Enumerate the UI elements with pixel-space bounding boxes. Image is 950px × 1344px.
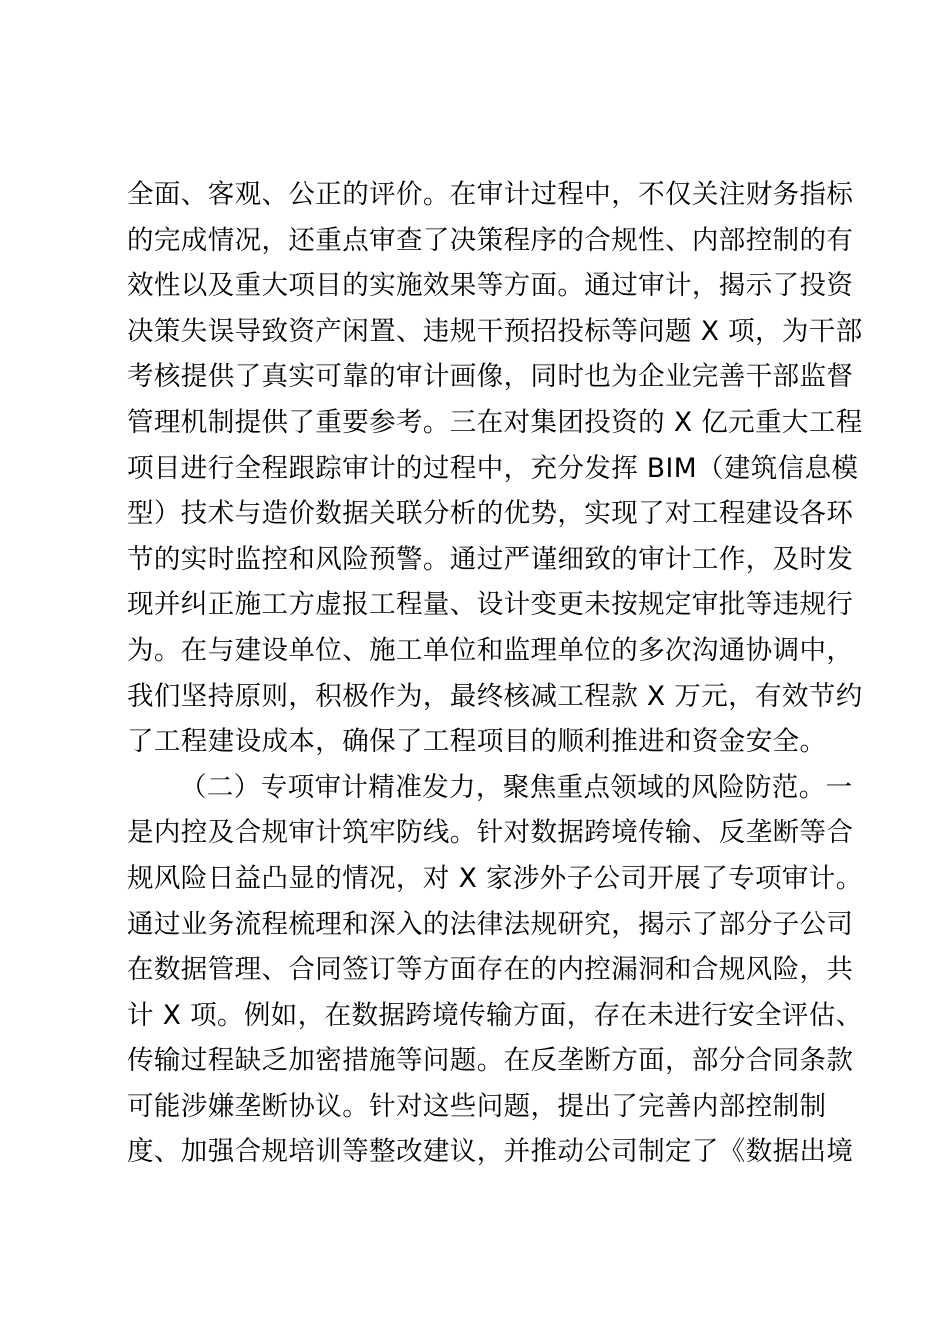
text-line: 现并纠正施工方虚报工程量、设计变更未按规定审批等违规行 (127, 589, 854, 621)
text-line: （二）专项审计精准发力，聚焦重点领域的风险防范。一 (180, 771, 853, 803)
text-line: 度、加强合规培训等整改建议，并推动公司制定了《数据出境 (127, 1136, 854, 1168)
document-body (127, 172, 863, 1175)
text-line: 考核提供了真实可靠的审计画像，同时也为企业完善干部监督 (127, 361, 854, 393)
text-line: 我们坚持原则，积极作为，最终核减工程款 X 万元，有效节约 (127, 680, 863, 712)
text-line: 是内控及合规审计筑牢防线。针对数据跨境传输、反垄断等合 (127, 817, 854, 849)
text-line: 全面、客观、公正的评价。在审计过程中，不仅关注财务指标 (127, 179, 854, 210)
text-line: 节的实时监控和风险预警。通过严谨细致的审计工作，及时发 (127, 543, 854, 575)
text-line: 计 X 项。例如，在数据跨境传输方面，存在未进行安全评估、 (127, 999, 863, 1031)
text-line: 效性以及重大项目的实施效果等方面。通过审计，揭示了投资 (127, 270, 854, 302)
paragraph-2 (127, 765, 863, 1175)
paragraph-1 (127, 172, 863, 765)
text-line: 规风险日益凸显的情况，对 X 家涉外子公司开展了专项审计。 (127, 862, 863, 894)
text-line: 型）技术与造价数据关联分析的优势，实现了对工程建设各环 (127, 498, 854, 530)
text-line: 为。在与建设单位、施工单位和监理单位的多次沟通协调中， (127, 634, 854, 666)
text-line: 了工程建设成本，确保了工程项目的顺利推进和资金安全。 (127, 726, 827, 758)
text-line: 在数据管理、合同签订等方面存在的内控漏洞和合规风险，共 (127, 954, 854, 986)
text-line: 通过业务流程梳理和深入的法律法规研究，揭示了部分子公司 (127, 908, 854, 940)
text-line: 管理机制提供了重要参考。三在对集团投资的 X 亿元重大工程 (127, 406, 863, 438)
text-line: 决策失误导致资产闲置、违规干预招投标等问题 X 项，为干部 (127, 315, 863, 347)
text-line: 项目进行全程跟踪审计的过程中，充分发挥 BIM（建筑信息模 (127, 452, 859, 484)
text-line: 的完成情况，还重点审查了决策程序的合规性、内部控制的有 (127, 224, 854, 256)
text-line: 可能涉嫌垄断协议。针对这些问题，提出了完善内部控制制 (127, 1090, 827, 1122)
text-line: 传输过程缺乏加密措施等问题。在反垄断方面，部分合同条款 (127, 1045, 854, 1077)
